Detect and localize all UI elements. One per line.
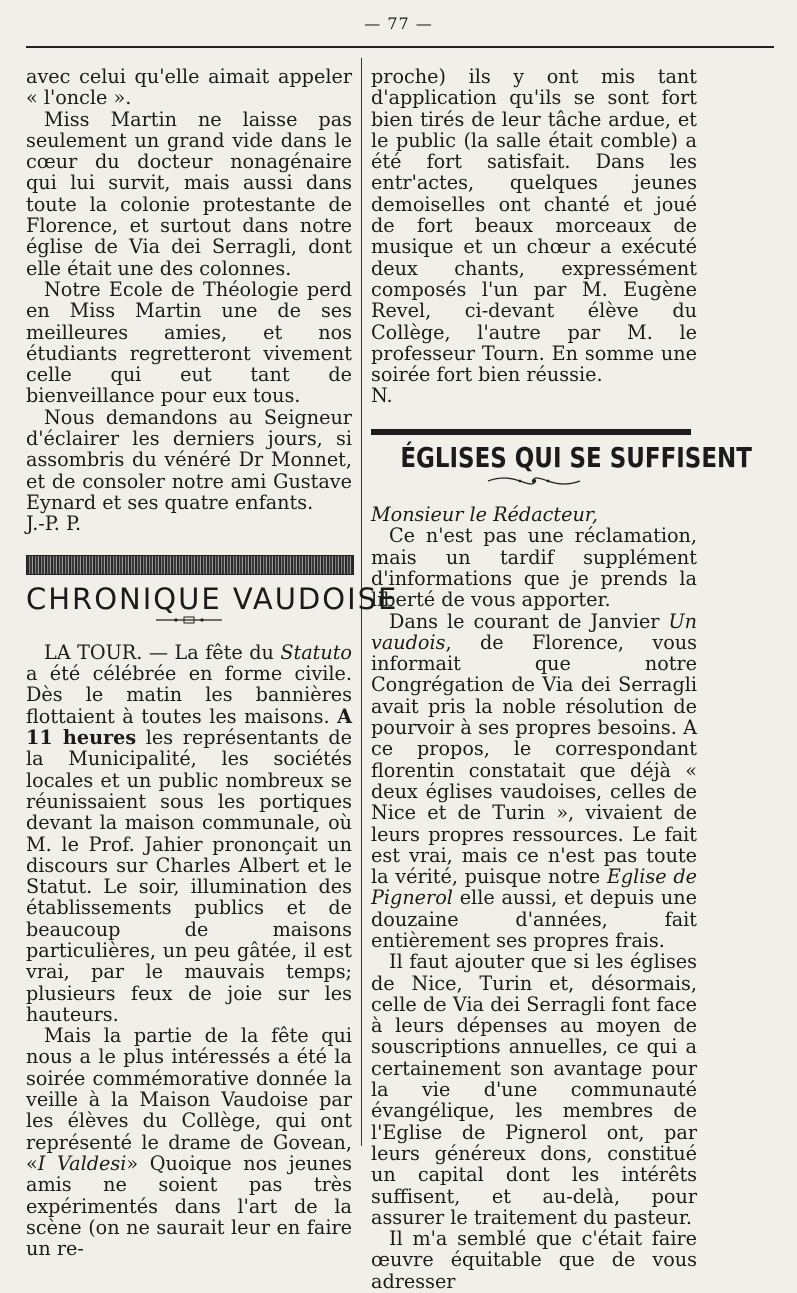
paragraph — [26, 642, 352, 1025]
paragraph: Miss Martin ne laisse pas seulement un grand vide dans le cœur du docteur nonagénaire qui lui survit, mais aussi dans toute la colonie protestante de Florence, et surtout dans notre église de Via dei Serragli, dont elle était une des colonnes. — [26, 107, 352, 280]
author-pseudonym: Un vaudois — [371, 609, 697, 654]
text-run: a été célébrée en forme civile. Dès le matin les bannières flottaient à toutes les maisons. — [26, 662, 352, 728]
text-run: — La fête du — [142, 640, 281, 664]
church-name: Eglise de Pignerol — [371, 865, 697, 910]
text-run: Mais la partie de la fête qui nous a le plus intéressés a été la soirée commémorative donnée la veille à la Maison Vaudoise par les élèves du Collège, qui ont représenté le drame de Govean, « — [26, 1024, 352, 1175]
text-run: » Quoique nos jeunes amis ne soient pas très expérimentés dans l'art de la scène (on ne saurait leur en faire un re- — [26, 1151, 352, 1261]
paragraph: Notre Ecole de Théologie perd en Miss Martin une de ses meilleures amies, et nos étudiants regretteront vivement celle qui eut tant de bienveillance pour eux tous. — [26, 277, 352, 408]
text-run: elle aussi, et depuis une douzaine d'années, fait entièrement ses propres frais. — [371, 886, 697, 952]
paragraph: Nous demandons au Seigneur d'éclairer les derniers jours, si assombris du vénéré Dr Monnet, et de consoler notre ami Gustave Eynard et ses quatre enfants. — [26, 405, 352, 514]
text-run: , de Florence, vous informait que notre Congrégation de Via dei Serragli avait pris la noble résolution de pourvoir à ses propres besoins. A ce propos, le correspondant florentin constatait que déjà « deux églises vaudoises, celles de Nice et de Turin », vivaient de leurs propres ressources. Le fait est vrai, mais ce n'est pas toute la vérité, puisque notre — [371, 630, 697, 889]
section-rule — [371, 429, 691, 435]
section-title: CHRONIQUE VAUDOISE — [26, 581, 399, 616]
signature: N. — [371, 384, 393, 408]
text-run: Dans le courant de Janvier — [389, 609, 669, 633]
salutation: Monsieur le Rédacteur, — [371, 503, 598, 527]
place-name: LA TOUR. — [44, 640, 143, 664]
header-rule — [26, 46, 774, 48]
paragraph — [371, 611, 697, 952]
paragraph: Il m'a semblé que c'était faire œuvre équitable que de vous adresser — [371, 1227, 697, 1293]
left-column — [26, 65, 399, 1261]
paragraph: avec celui qu'elle aimait appeler « l'oncle ». — [26, 65, 352, 110]
time-text: A 11 heures — [26, 704, 352, 750]
play-title: I Valdesi — [37, 1151, 127, 1175]
right-column — [371, 65, 752, 1293]
paragraph: proche) ils y ont mis tant d'application qu'ils se sont fort bien tirés de leur tâche ardue, et le public (la salle était comble) a été fort satisfait. Dans les entr'actes, quelques jeunes demoiselles ont chanté et joué de fort beaux morceaux de musique et un chœur a exécuté deux chants, expressément composés l'un par M. Eugène Revel, ci-devant élève du Collège, l'autre par M. le professeur Tourn. En somme une soirée fort bien réussie. — [371, 65, 697, 387]
signature: J.-P. P. — [26, 512, 82, 536]
paragraph — [26, 1025, 352, 1259]
italic-term: Statuto — [280, 640, 352, 664]
flourish-ornament — [154, 614, 224, 626]
page-number: — 77 — — [364, 14, 433, 33]
section-title: ÉGLISES QUI SE SUFFISENT — [400, 440, 752, 474]
flourish-ornament — [484, 474, 584, 488]
paragraph: Il faut ajouter que si les églises de Nice, Turin et, désormais, celle de Via dei Serragli font face à leurs dépenses au moyen de souscriptions annuelles, ce qui a certainement son avantage pour la vie d'une communauté évangélique, les membres de l'Eglise de Pignerol ont, par leurs généreux dons, constitué un capital dont les intérêts suffisent, et au-delà, pour assurer le traitement du pasteur. — [371, 950, 697, 1229]
text-run: les représentants de la Municipalité, les sociétés locales et un public nombreux se réunissaient sous les portiques devant la maison communale, où M. le Prof. Jahier prononçait un discours sur Charles Albert et le Statut. Le soir, illumination des établissements publics et de beaucoup de maisons particulières, un peu gâtée, il est vrai, par le mauvais temps; plusieurs feux de joie sur les hauteurs. — [26, 726, 352, 1026]
ornamental-divider — [26, 555, 354, 575]
paragraph: Ce n'est pas une réclamation, mais un tardif supplément d'informations que je prends la liberté de vous apporter. — [371, 524, 697, 612]
